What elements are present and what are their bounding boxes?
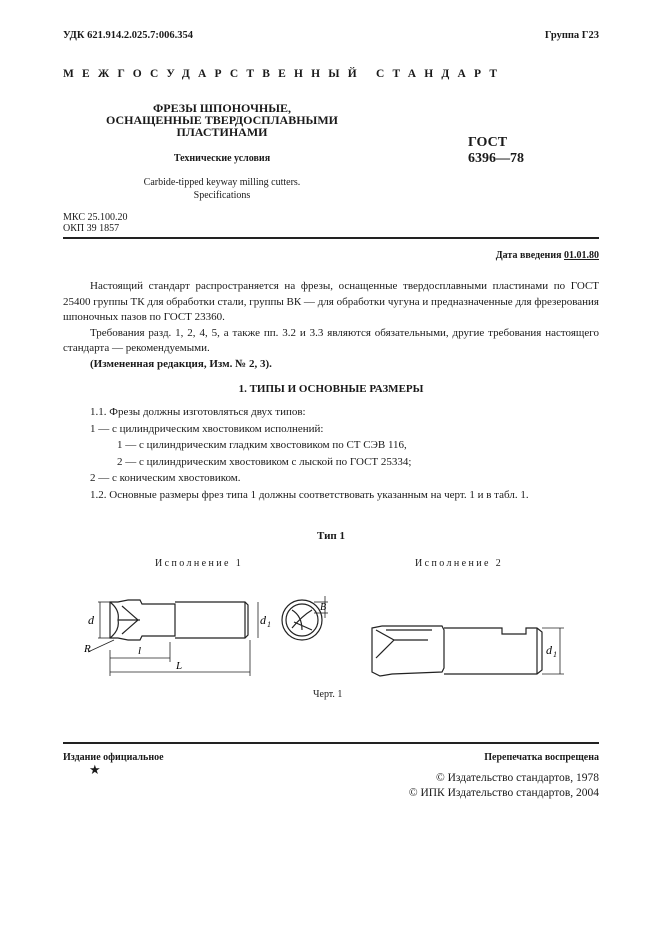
gost-label: ГОСТ: [468, 135, 508, 150]
star-icon: ★: [89, 763, 101, 778]
gost-number: 6396—78: [468, 151, 524, 166]
list-item: 1 — с цилиндрическим гладким хвостовиком по СТ СЭВ 116,: [117, 439, 407, 451]
paragraph-amendment: (Измененная редакция, Изм. № 2, 3).: [90, 357, 272, 370]
list-item: 2 — с цилиндрическим хвостовиком с лыской по ГОСТ 25334;: [117, 455, 412, 468]
variant-1-drawing: [80, 580, 335, 680]
dim-b-label: B: [320, 602, 327, 613]
variant-2-label: Исполнение 2: [415, 558, 504, 569]
reprint-notice: Перепечатка воспрещена: [484, 752, 599, 763]
body-text: [63, 279, 599, 372]
figure-caption: Черт. 1: [313, 689, 343, 700]
udk-code: УДК 621.914.2.025.7:006.354: [63, 30, 193, 41]
variant-1-label: Исполнение 1: [155, 558, 244, 569]
title-line-1: ФРЕЗЫ ШПОНОЧНЫЕ,: [152, 101, 292, 115]
section-1-heading: 1. ТИПЫ И ОСНОВНЫЕ РАЗМЕРЫ: [238, 383, 424, 395]
intro-date-value: 01.01.80: [564, 250, 599, 261]
list-item: 1.1. Фрезы должны изготовляться двух типов:: [90, 406, 306, 418]
english-title-2: Specifications: [193, 190, 251, 201]
official-edition: Издание официальное: [63, 752, 164, 763]
okp-code: ОКП 39 1857: [63, 223, 120, 234]
dim-d1-subscript: 1: [267, 620, 271, 629]
paragraph-scope: Настоящий стандарт распространяется на фрезы, оснащенные твердосплавными пластинами по ГОСТ 25400 группы ТК для обработки стали, группы ВК — для обработки чугуна и предназначенные для фрезерования шпоночных пазов по ГОСТ 23360.: [63, 280, 599, 323]
intro-date-label: Дата введения: [495, 250, 562, 261]
subtitle: Технические условия: [173, 153, 271, 164]
bottom-divider: [63, 742, 599, 744]
copyright-block: [409, 771, 599, 801]
top-divider: [63, 237, 599, 239]
list-item: 1 — с цилиндрическим хвостовиком исполнений:: [90, 422, 324, 435]
gost-block: [468, 135, 524, 167]
copyright-2004: © ИПК Издательство стандартов, 2004: [408, 787, 599, 799]
standard-type: МЕЖГОСУДАРСТВЕННЫЙ СТАНДАРТ: [63, 68, 506, 80]
title-line-2: ОСНАЩЕННЫЕ ТВЕРДОСПЛАВНЫМИ: [106, 113, 338, 127]
dim-l-label: l: [138, 645, 142, 657]
list-item: 1.2. Основные размеры фрез типа 1 должны соответствовать указанным на черт. 1 и в табл. 1.: [90, 488, 529, 501]
title-line-3: ПЛАСТИНАМИ: [176, 125, 268, 139]
title-block: [100, 102, 344, 202]
dim-L-label: L: [176, 660, 183, 672]
classification-codes: [63, 212, 127, 234]
dim-d-label: d: [88, 613, 94, 627]
paragraph-requirements: Требования разд. 1, 2, 4, 5, а также пп. 3.2 и 3.3 являются обязательными, другие требования настоящего стандарта — рекомендуемыми.: [63, 326, 599, 354]
group-code: Группа Г23: [544, 30, 599, 41]
dim-d1-label-v2: d: [546, 643, 552, 657]
dim-d1-subscript-v2: 1: [553, 650, 557, 659]
copyright-1978: © Издательство стандартов, 1978: [435, 772, 599, 784]
figure-type-label: Тип 1: [317, 530, 345, 542]
variant-2-drawing: [362, 610, 592, 690]
list-item: 2 — с коническим хвостовиком.: [90, 472, 241, 484]
dim-d1-label: d: [260, 613, 266, 627]
intro-date: [496, 250, 599, 261]
english-title-1: Carbide-tipped keyway milling cutters.: [143, 177, 301, 188]
dim-r-label: R: [84, 643, 91, 655]
section-1-list: [90, 404, 529, 503]
mks-code: МКС 25.100.20: [63, 212, 128, 223]
